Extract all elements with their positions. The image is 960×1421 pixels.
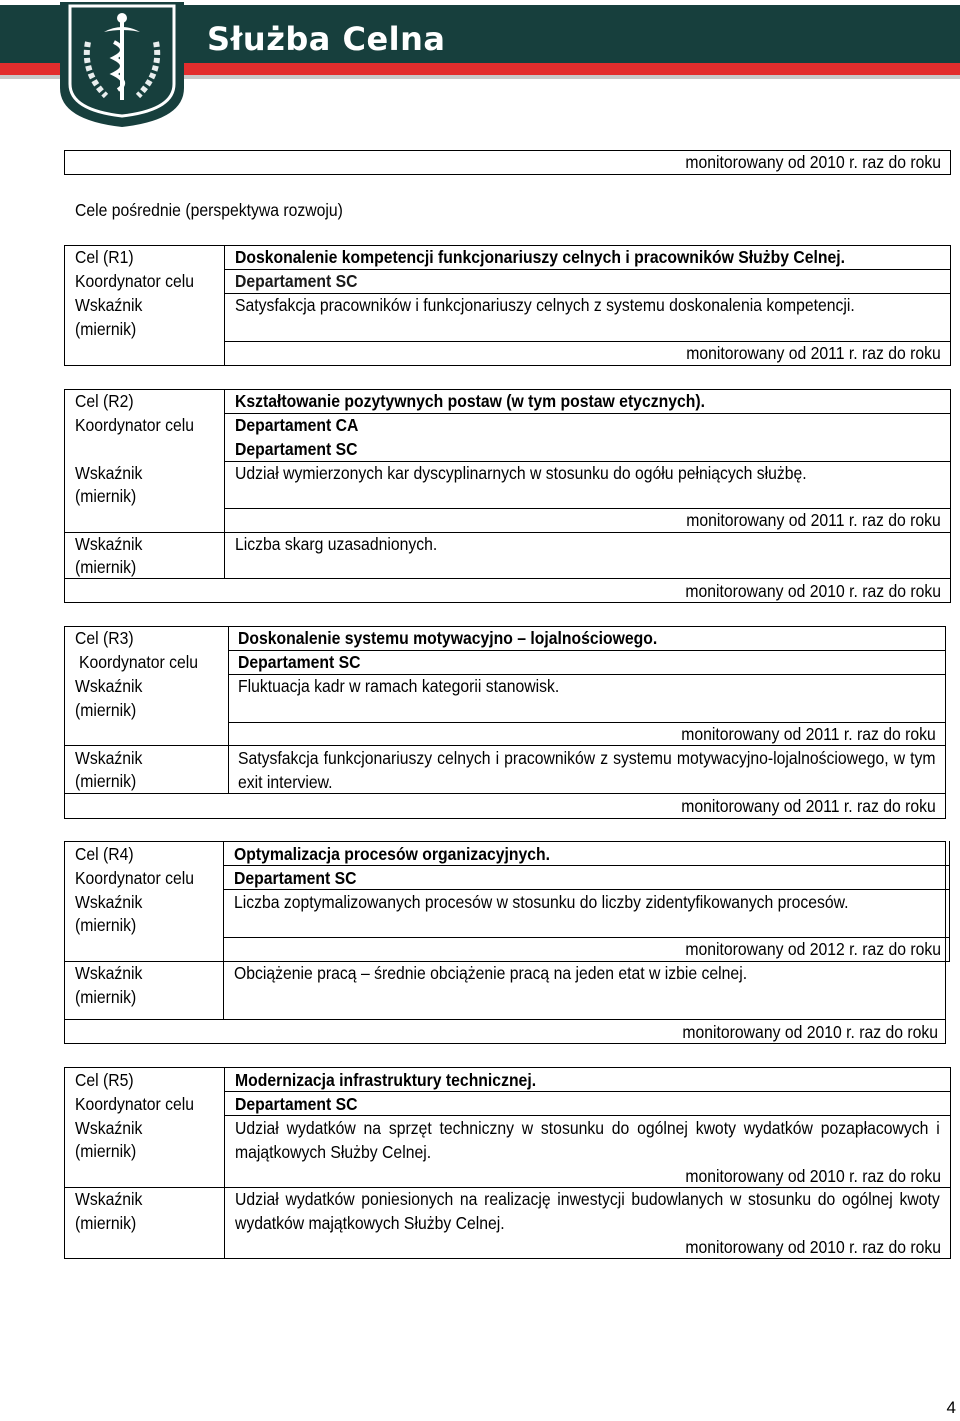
goal-label: Cel (R4) xyxy=(75,844,134,864)
indicator-sublabel: (miernik) xyxy=(75,771,137,791)
indicator-sublabel: (miernik) xyxy=(75,486,137,506)
indicator-label: Wskaźnik xyxy=(75,463,143,483)
monitor-text: monitorowany od 2010 r. raz do roku xyxy=(685,1166,941,1186)
indicator-sublabel: (miernik) xyxy=(75,557,137,577)
goal-text: Doskonalenie kompetencji funkcjonariuszy celnych i pracowników Służby Celnej. xyxy=(235,247,846,267)
goal-label: Cel (R1) xyxy=(75,247,134,267)
coordinator-text: Departament SC xyxy=(238,652,361,672)
coordinator-label: Koordynator celu xyxy=(75,271,195,291)
indicator-sublabel: (miernik) xyxy=(75,319,137,339)
coordinator-text: Departament SC xyxy=(235,1094,358,1114)
indicator-text: Udział wymierzonych kar dyscyplinarnych w stosunku do ogółu pełniących służbę. xyxy=(235,463,807,483)
section-title: Cele pośrednie (perspektywa rozwoju) xyxy=(75,200,343,220)
coordinator-text: Departament CA xyxy=(235,415,359,435)
goal-label: Cel (R5) xyxy=(75,1070,134,1090)
monitor-text: monitorowany od 2010 r. raz do roku xyxy=(685,152,941,172)
indicator-text: Obciążenie pracą – średnie obciążenie pracą na jeden etat w izbie celnej. xyxy=(234,963,748,983)
indicator-label: Wskaźnik xyxy=(75,963,143,983)
brand-name: Służba Celna xyxy=(207,20,446,58)
goal-text: Modernizacja infrastruktury technicznej. xyxy=(235,1070,537,1090)
indicator-sublabel: (miernik) xyxy=(75,1213,137,1233)
monitor-text: monitorowany od 2011 r. raz do roku xyxy=(681,796,936,816)
indicator-text: Liczba zoptymalizowanych procesów w stosunku do liczby zidentyfikowanych procesów. xyxy=(234,892,849,912)
coordinator-label: Koordynator celu xyxy=(75,868,195,888)
indicator-sublabel: (miernik) xyxy=(75,915,137,935)
indicator-text: Satysfakcja funkcjonariuszy celnych i pracowników z systemu motywacyjno-lojalnościowego, w tym exit interview. xyxy=(238,748,936,792)
indicator-text: Liczba skarg uzasadnionych. xyxy=(235,534,438,554)
goal-label: Cel (R3) xyxy=(75,628,134,648)
customs-emblem-icon xyxy=(58,2,186,128)
indicator-text: Fluktuacja kadr w ramach kategorii stanowisk. xyxy=(238,676,560,696)
indicator-label: Wskaźnik xyxy=(75,534,143,554)
indicator-label: Wskaźnik xyxy=(75,676,143,696)
indicator-text: Udział wydatków poniesionych na realizację inwestycji budowlanych w stosunku do ogólnej kwoty wydatków majątkowych Służby Celnej. xyxy=(235,1189,940,1233)
indicator-label: Wskaźnik xyxy=(75,748,143,768)
indicator-sublabel: (miernik) xyxy=(75,700,137,720)
indicator-text: Udział wydatków na sprzęt techniczny w stosunku do ogólnej kwoty wydatków pozapłacowych i majątkowych Służby Celnej. xyxy=(235,1118,940,1162)
monitor-text: monitorowany od 2011 r. raz do roku xyxy=(686,343,941,363)
coordinator-label: Koordynator celu xyxy=(75,415,195,435)
monitor-text: monitorowany od 2011 r. raz do roku xyxy=(681,724,936,744)
indicator-label: Wskaźnik xyxy=(75,295,143,315)
monitor-text: monitorowany od 2012 r. raz do roku xyxy=(685,939,941,959)
indicator-label: Wskaźnik xyxy=(75,1118,143,1138)
indicator-sublabel: (miernik) xyxy=(75,1141,137,1161)
page-number: 4 xyxy=(946,1398,956,1417)
coordinator-label: Koordynator celu xyxy=(75,1094,195,1114)
coordinator-label: Koordynator celu xyxy=(79,652,199,672)
goal-table-r2 xyxy=(64,389,951,603)
goal-text: Kształtowanie pozytywnych postaw (w tym postaw etycznych). xyxy=(235,391,705,411)
indicator-label: Wskaźnik xyxy=(75,892,143,912)
indicator-text: Satysfakcja pracowników i funkcjonariuszy celnych z systemu doskonalenia kompetencji. xyxy=(235,295,855,315)
monitor-text: monitorowany od 2010 r. raz do roku xyxy=(685,1237,941,1257)
goal-label: Cel (R2) xyxy=(75,391,134,411)
coordinator-text: Departament SC xyxy=(235,439,358,459)
monitor-text: monitorowany od 2010 r. raz do roku xyxy=(685,581,941,601)
coordinator-text: Departament SC xyxy=(235,271,358,291)
goal-text: Doskonalenie systemu motywacyjno – lojalnościowego. xyxy=(238,628,658,648)
page-header xyxy=(0,0,960,130)
monitor-text: monitorowany od 2011 r. raz do roku xyxy=(686,510,941,530)
indicator-sublabel: (miernik) xyxy=(75,987,137,1007)
monitor-text: monitorowany od 2010 r. raz do roku xyxy=(682,1022,938,1042)
coordinator-text: Departament SC xyxy=(234,868,357,888)
goal-text: Optymalizacja procesów organizacyjnych. xyxy=(234,844,550,864)
indicator-label: Wskaźnik xyxy=(75,1189,143,1209)
